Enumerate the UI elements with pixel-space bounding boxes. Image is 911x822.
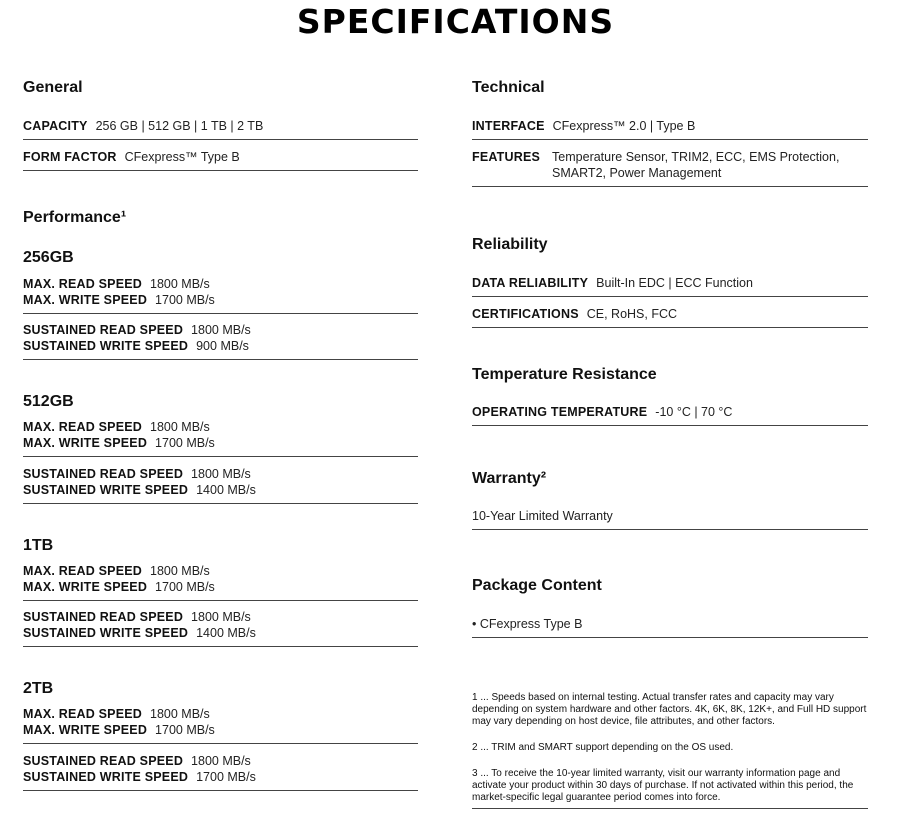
package-item: • CFexpress Type B bbox=[472, 617, 583, 631]
sustained-write-value: 900 MB/s bbox=[196, 339, 249, 353]
tier-name: 512GB bbox=[23, 393, 74, 410]
max-write-value: 1700 MB/s bbox=[155, 723, 215, 737]
max-write-label: MAX. WRITE SPEED bbox=[23, 436, 148, 450]
sustained-read-value: 1800 MB/s bbox=[191, 323, 251, 337]
warranty-value: 10-Year Limited Warranty bbox=[472, 509, 613, 523]
max-write-value: 1700 MB/s bbox=[155, 436, 215, 450]
warranty-row bbox=[472, 508, 868, 530]
interface-row bbox=[472, 118, 868, 140]
sustained-read-label: SUSTAINED READ SPEED bbox=[23, 610, 184, 624]
package-row bbox=[472, 616, 868, 638]
tier-name: 1TB bbox=[23, 537, 54, 554]
sustained-speed-row bbox=[23, 322, 418, 360]
interface-label: INTERFACE bbox=[472, 119, 545, 133]
temperature-heading: Temperature Resistance bbox=[472, 366, 657, 383]
max-read-label: MAX. READ SPEED bbox=[23, 707, 142, 721]
data-reliability-value: Built-In EDC | ECC Function bbox=[596, 276, 753, 290]
max-write-value: 1700 MB/s bbox=[155, 293, 215, 307]
data-reliability-row bbox=[472, 275, 868, 297]
max-read-value: 1800 MB/s bbox=[150, 564, 210, 578]
certifications-row bbox=[472, 306, 868, 328]
max-write-value: 1700 MB/s bbox=[155, 580, 215, 594]
capacity-row bbox=[23, 118, 418, 140]
sustained-speed-row bbox=[23, 466, 418, 504]
sustained-write-label: SUSTAINED WRITE SPEED bbox=[23, 770, 189, 784]
performance-heading: Performance¹ bbox=[23, 209, 127, 226]
operating-temperature-row bbox=[472, 404, 868, 426]
page-title: SPECIFICATIONS bbox=[296, 2, 615, 41]
sustained-read-label: SUSTAINED READ SPEED bbox=[23, 323, 184, 337]
form-factor-row bbox=[23, 149, 418, 171]
max-speed-row bbox=[23, 563, 418, 601]
max-write-label: MAX. WRITE SPEED bbox=[23, 723, 148, 737]
operating-temperature-value: -10 °C | 70 °C bbox=[655, 405, 733, 419]
max-read-label: MAX. READ SPEED bbox=[23, 277, 142, 291]
max-speed-row bbox=[23, 419, 418, 457]
sustained-write-value: 1700 MB/s bbox=[196, 770, 256, 784]
max-speed-row bbox=[23, 276, 418, 314]
max-read-value: 1800 MB/s bbox=[150, 277, 210, 291]
capacity-value: 256 GB | 512 GB | 1 TB | 2 TB bbox=[95, 119, 264, 133]
max-speed-row bbox=[23, 706, 418, 744]
data-reliability-label: DATA RELIABILITY bbox=[472, 276, 589, 290]
sustained-write-value: 1400 MB/s bbox=[196, 483, 256, 497]
sustained-write-label: SUSTAINED WRITE SPEED bbox=[23, 626, 189, 640]
max-read-label: MAX. READ SPEED bbox=[23, 564, 142, 578]
tier-name: 2TB bbox=[23, 680, 54, 697]
sustained-write-label: SUSTAINED WRITE SPEED bbox=[23, 483, 189, 497]
tier-name: 256GB bbox=[23, 249, 74, 266]
capacity-label: CAPACITY bbox=[23, 119, 88, 133]
package-heading: Package Content bbox=[472, 577, 602, 594]
certifications-value: CE, RoHS, FCC bbox=[586, 307, 678, 321]
form-factor-value: CFexpress™ Type B bbox=[124, 150, 240, 164]
reliability-heading: Reliability bbox=[472, 236, 548, 253]
sustained-read-value: 1800 MB/s bbox=[191, 754, 251, 768]
sustained-write-value: 1400 MB/s bbox=[196, 626, 256, 640]
sustained-read-value: 1800 MB/s bbox=[191, 467, 251, 481]
sustained-write-label: SUSTAINED WRITE SPEED bbox=[23, 339, 189, 353]
max-read-label: MAX. READ SPEED bbox=[23, 420, 142, 434]
sustained-read-value: 1800 MB/s bbox=[191, 610, 251, 624]
features-label: FEATURES bbox=[472, 150, 541, 164]
features-value: Temperature Sensor, TRIM2, ECC, EMS Protection, SMART2, Power Management bbox=[552, 150, 840, 180]
technical-heading: Technical bbox=[472, 79, 545, 96]
footnote: 3 ... To receive the 10-year limited warranty, visit our warranty information page and activate your product within 30 days of purchase. If not activated within this period, the market-specific legal guarantee period comes into force. bbox=[472, 768, 868, 809]
max-read-value: 1800 MB/s bbox=[150, 707, 210, 721]
certifications-label: CERTIFICATIONS bbox=[472, 307, 579, 321]
operating-temperature-label: OPERATING TEMPERATURE bbox=[472, 405, 648, 419]
sustained-speed-row bbox=[23, 753, 418, 791]
sustained-read-label: SUSTAINED READ SPEED bbox=[23, 467, 184, 481]
max-write-label: MAX. WRITE SPEED bbox=[23, 580, 148, 594]
footnote: 2 ... TRIM and SMART support depending on the OS used. bbox=[472, 742, 734, 753]
interface-value: CFexpress™ 2.0 | Type B bbox=[552, 119, 696, 133]
footnote: 1 ... Speeds based on internal testing. Actual transfer rates and capacity may vary depending on system hardware and other factors. 4K, 6K, 8K, 12K+, and Full HD support may vary depending on host device, file attributes, and other factors. bbox=[472, 692, 867, 727]
features-row bbox=[472, 149, 868, 187]
max-write-label: MAX. WRITE SPEED bbox=[23, 293, 148, 307]
sustained-read-label: SUSTAINED READ SPEED bbox=[23, 754, 184, 768]
max-read-value: 1800 MB/s bbox=[150, 420, 210, 434]
sustained-speed-row bbox=[23, 609, 418, 647]
general-heading: General bbox=[23, 79, 83, 96]
form-factor-label: FORM FACTOR bbox=[23, 150, 117, 164]
warranty-heading: Warranty² bbox=[472, 470, 547, 487]
